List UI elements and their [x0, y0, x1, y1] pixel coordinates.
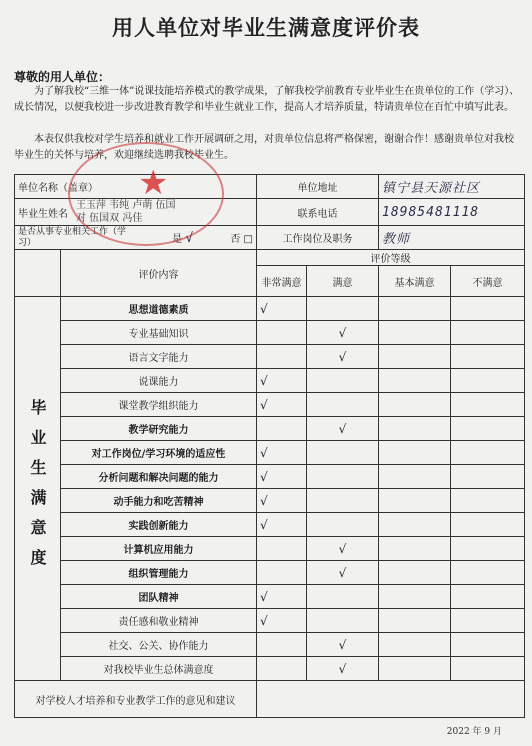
rating-cell[interactable]	[307, 441, 379, 465]
rating-cell[interactable]: √	[257, 513, 307, 537]
rating-cell[interactable]	[379, 585, 451, 609]
rating-cell[interactable]	[379, 369, 451, 393]
rating-cell[interactable]: √	[257, 369, 307, 393]
rating-cell[interactable]	[257, 417, 307, 441]
evaluation-item-label: 对我校毕业生总体满意度	[61, 657, 257, 681]
stamp-star-icon: ★	[138, 163, 169, 203]
rating-cell[interactable]: √	[257, 489, 307, 513]
rating-cell[interactable]	[451, 417, 525, 441]
rating-cell[interactable]	[379, 297, 451, 321]
evaluation-row	[15, 609, 525, 633]
evaluation-row	[15, 417, 525, 441]
rating-cell[interactable]: √	[307, 633, 379, 657]
evaluation-item-label: 责任感和敬业精神	[61, 609, 257, 633]
major-related-label: 是否从事专业相关工作（学习）	[18, 226, 127, 248]
evaluation-item-label: 计算机应用能力	[61, 537, 257, 561]
rating-cell[interactable]	[257, 561, 307, 585]
unit-address-value[interactable]: 镇宁县天源社区	[379, 175, 525, 199]
rating-cell[interactable]	[451, 537, 525, 561]
rating-cell[interactable]	[379, 609, 451, 633]
grade-header: 评价等级	[257, 250, 525, 266]
evaluation-item-label: 语言文字能力	[61, 345, 257, 369]
rating-cell[interactable]	[379, 537, 451, 561]
evaluation-row	[15, 321, 525, 345]
evaluation-row	[15, 561, 525, 585]
evaluation-row	[15, 465, 525, 489]
rating-cell[interactable]	[379, 393, 451, 417]
evaluation-row	[15, 489, 525, 513]
level-header: 不满意	[451, 266, 525, 297]
evaluation-row	[15, 393, 525, 417]
evaluation-item-label: 组织管理能力	[61, 561, 257, 585]
evaluation-row	[15, 369, 525, 393]
rating-cell[interactable]	[451, 585, 525, 609]
opinion-row	[15, 681, 525, 718]
evaluation-row	[15, 537, 525, 561]
rating-cell[interactable]	[379, 441, 451, 465]
phone-value[interactable]: 18985481118	[379, 199, 525, 226]
unit-name-label: 单位名称（盖章）	[15, 175, 257, 199]
opinion-label: 对学校人才培养和专业教学工作的意见和建议	[15, 681, 257, 718]
rating-cell[interactable]	[307, 369, 379, 393]
rating-cell[interactable]: √	[257, 585, 307, 609]
evaluation-item-label: 动手能力和吃苦精神	[61, 489, 257, 513]
form-title: 用人单位对毕业生满意度评价表	[112, 16, 420, 40]
rating-cell[interactable]	[451, 609, 525, 633]
rating-cell[interactable]	[257, 537, 307, 561]
rating-cell[interactable]	[451, 633, 525, 657]
level-header: 非常满意	[257, 266, 307, 297]
rating-cell[interactable]	[307, 297, 379, 321]
opinion-field[interactable]	[257, 681, 525, 718]
major-related-cell	[15, 226, 257, 250]
intro-paragraph-1: 为了解我校“三维一体”说课技能培养模式的教学成果，了解我校学前教育专业毕业生在贵单位的工作（学习）、成长情况，以便我校进一步改进教育教学和毕业生就业工作，提高人才培养质量，特请贵单位在百忙中填写此表。	[14, 86, 520, 113]
evaluation-row	[15, 633, 525, 657]
rating-cell[interactable]: √	[257, 441, 307, 465]
evaluation-table	[14, 174, 525, 718]
rating-cell[interactable]	[257, 345, 307, 369]
level-header: 满意	[307, 266, 379, 297]
evaluation-row	[15, 297, 525, 321]
level-header: 基本满意	[379, 266, 451, 297]
unit-row	[15, 175, 525, 199]
evaluation-item-label: 对工作岗位/学习环境的适应性	[61, 441, 257, 465]
rating-cell[interactable]	[451, 561, 525, 585]
rating-cell[interactable]	[307, 393, 379, 417]
evaluation-item-label: 说课能力	[61, 369, 257, 393]
rating-cell[interactable]	[451, 345, 525, 369]
greeting: 尊敬的用人单位：	[14, 70, 111, 84]
content-header: 评价内容	[61, 250, 257, 297]
rating-cell[interactable]	[451, 369, 525, 393]
evaluation-row	[15, 585, 525, 609]
rating-cell[interactable]: √	[257, 297, 307, 321]
rating-cell[interactable]	[379, 489, 451, 513]
graduate-names-line-2: 对 伍国双 冯佳	[76, 213, 143, 224]
phone-label: 联系电话	[257, 199, 379, 226]
rating-cell[interactable]: √	[257, 609, 307, 633]
intro-paragraph-2: 本表仅供我校对学生培养和就业工作开展调研之用，对贵单位信息将严格保密，谢谢合作！感谢贵单位对我校毕业生的关怀与培养，欢迎继续选聘我校毕业生。	[14, 134, 514, 161]
evaluation-item-label: 课堂教学组织能力	[61, 393, 257, 417]
rating-cell[interactable]: √	[307, 657, 379, 681]
rating-cell[interactable]	[257, 633, 307, 657]
rating-cell[interactable]	[379, 561, 451, 585]
rating-cell[interactable]	[379, 417, 451, 441]
rating-cell[interactable]	[379, 633, 451, 657]
evaluation-row	[15, 345, 525, 369]
rating-cell[interactable]	[451, 441, 525, 465]
rating-cell[interactable]	[451, 489, 525, 513]
rating-cell[interactable]: √	[307, 417, 379, 441]
grade-header-row	[15, 250, 525, 266]
rating-cell[interactable]	[307, 513, 379, 537]
evaluation-item-label: 团队精神	[61, 585, 257, 609]
rating-cell[interactable]	[451, 513, 525, 537]
evaluation-item-label: 专业基础知识	[61, 321, 257, 345]
graduate-name-label: 毕业生姓名	[18, 208, 68, 220]
side-label: 毕业生满意度	[15, 297, 61, 681]
rating-cell[interactable]	[379, 345, 451, 369]
rating-cell[interactable]	[451, 465, 525, 489]
evaluation-item-label: 分析问题和解决问题的能力	[61, 465, 257, 489]
evaluation-item-label: 社交、公关、协作能力	[61, 633, 257, 657]
rating-cell[interactable]	[379, 513, 451, 537]
rating-cell[interactable]	[451, 297, 525, 321]
graduate-row	[15, 199, 525, 226]
rating-cell[interactable]	[307, 585, 379, 609]
evaluation-item-label: 教学研究能力	[61, 417, 257, 441]
evaluation-row	[15, 513, 525, 537]
graduate-cell	[15, 199, 257, 226]
rating-cell[interactable]	[379, 657, 451, 681]
graduate-names-line-1: 王玉萍 韦纯 卢萌 伍国	[76, 200, 176, 211]
rating-cell[interactable]	[451, 321, 525, 345]
rating-cell[interactable]: √	[307, 561, 379, 585]
evaluation-item-label: 思想道德素质	[61, 297, 257, 321]
rating-cell[interactable]	[379, 465, 451, 489]
rating-cell[interactable]: √	[307, 537, 379, 561]
rating-cell[interactable]: √	[307, 345, 379, 369]
rating-cell[interactable]: √	[257, 393, 307, 417]
rating-cell[interactable]	[451, 393, 525, 417]
form-date: 2022 年 9 月	[446, 727, 502, 737]
yes-label: 是	[172, 233, 183, 245]
rating-cell[interactable]	[451, 657, 525, 681]
evaluation-item-label: 实践创新能力	[61, 513, 257, 537]
position-value[interactable]: 教师	[379, 226, 525, 250]
no-option[interactable]: 否 □	[230, 234, 253, 245]
rating-cell[interactable]: √	[257, 465, 307, 489]
rating-cell[interactable]	[307, 489, 379, 513]
evaluation-row	[15, 657, 525, 681]
unit-address-label: 单位地址	[257, 175, 379, 199]
rating-cell[interactable]: √	[307, 321, 379, 345]
rating-cell[interactable]	[257, 321, 307, 345]
evaluation-row	[15, 441, 525, 465]
yes-option[interactable]	[172, 230, 194, 246]
rating-cell[interactable]	[307, 609, 379, 633]
position-label: 工作岗位及职务	[257, 226, 379, 250]
major-related-row	[15, 226, 525, 250]
yes-mark: √	[185, 230, 195, 246]
rating-cell[interactable]	[307, 465, 379, 489]
side-spacer	[15, 250, 61, 297]
rating-cell[interactable]	[257, 657, 307, 681]
rating-cell[interactable]	[379, 321, 451, 345]
